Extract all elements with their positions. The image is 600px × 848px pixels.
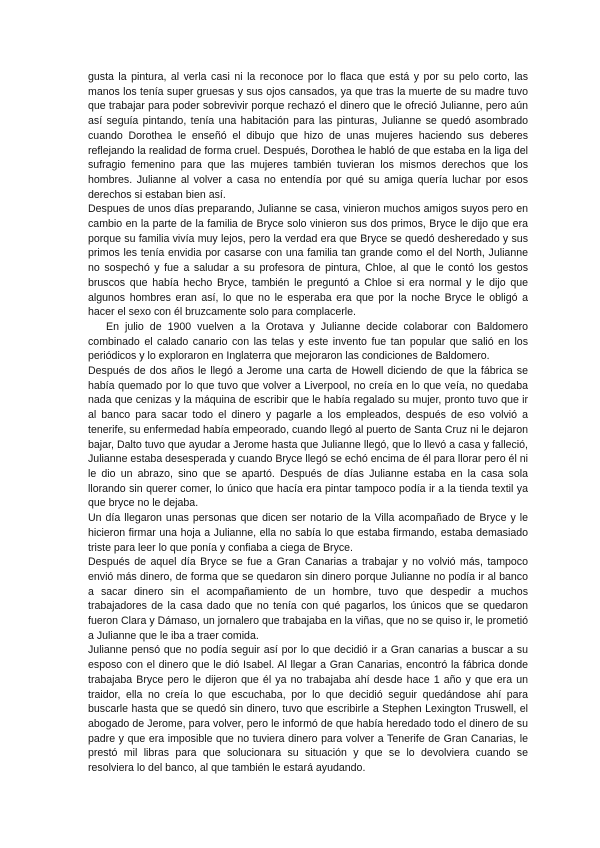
paragraph-5: Un día llegaron unas personas que dicen ser notario de la Villa acompañado de Bryce y le hicieron firmar una hoja a Julianne, ella no sabía lo que estaba firmando, estaba demasiado triste para leer lo que ponía y confiaba a ciega de Bryce. [88,512,528,554]
paragraph-7: Julianne pensó que no podía seguir así por lo que decidió ir a Gran canarias a buscar a su esposo con el dinero que le dió Isabel. Al llegar a Gran Canarias, encontró la fábrica donde trabajaba Bryce pero le dijeron que él ya no trabajaba ahí desde hace 1 año y que era un traidor, ella no creía lo que escuchaba, por lo que decidió seguir quedándose ahí para buscarle hasta que se quedó sin dinero, tuvo que escribirle a Stephen Lexington Truswell, el abogado de Jerome, para volver, pero le informó de que había heredado todo el dinero de su padre y que era imposible que no tuviera dinero para volver a Tenerife de Gran Canarias, le prestó mil libras para que solucionara su situación y que se lo devolviera cuando se resolviera lo del banco, al que también le estará ayudando. [88,644,528,775]
paragraph-1: gusta la pintura, al verla casi ni la reconoce por lo flaca que está y por su pelo corto, las manos los tenía super gruesas y sus ojos cansados, ya que tras la muerte de su madre tuvo que trabajar para poder sobrevivir porque rechazó el dinero que le ofreció Julianne, pero aún así seguía pintando, tenía una habitación para las pinturas, Julianne se quedó asombrado cuando Dorothea le enseñó el dibujo que hizo de unas mujeres haciendo sus deberes reflejando la realidad de forma cruel. Después, Dorothea le habló de que estaba en la liga del sufragio femenino para que las mujeres también tuvieran los mismos derechos que los hombres. Julianne al volver a casa no entendía por qué su amiga quería luchar por esos derechos si estaban bien así. [88,71,528,201]
document-body [88,70,528,776]
paragraph-4: Después de dos años le llegó a Jerome una carta de Howell diciendo de que la fábrica se había quemado por lo que tuvo que volver a Liverpool, no creía en lo que veía, no quedaba nada que cenizas y la máquina de escribir que le había regalado su mujer, pronto tuvo que ir al banco para sacar todo el dinero y pagarle a los empleados, después de eso volvió a tenerife, su enfermedad había empeorado, cuando llegó al puerto de Santa Cruz ni le dejaron bajar, Dalto tuvo que ayudar a Jerome hasta que Julianne llegó, que lo llevó a casa y falleció, Julianne estaba desesperada y cuando Bryce llegó se echó encima de él para llorar pero él ni le dio un abrazo, sino que se apartó. Después de días Julianne estaba en la casa sola llorando sin querer comer, lo único que hacía era pintar tampoco podía ir a la tienda textil ya que bryce no le dejaba. [88,365,528,510]
paragraph-2: Despues de unos días preparando, Julianne se casa, vinieron muchos amigos suyos pero en cambio en la parte de la familia de Bryce solo vinieron sus dos primos, Bryce le dijo que era porque su familia vivía muy lejos, pero la verdad era que Bryce se quedó desheredado y sus primos les tenía envidia por casarse con una familia tan grande como el del North, Julianne no sospechó y fue a saludar a su profesora de pintura, Chloe, al que le contó los gestos bruscos que había hecho Bryce, también le preguntó a Chloe si era normal y le dijo que algunos hombres eran así, lo que no le esperaba era que por la noche Bryce le obligó a hacer el sexo con él bruzcamente solo para complacerle. [88,203,528,319]
paragraph-6: Después de aquel día Bryce se fue a Gran Canarias a trabajar y no volvió más, tampoco envió más dinero, de forma que se quedaron sin dinero porque Julianne no podía ir al banco a sacar dinero sin el acompañamiento de un hombre, tuvo que despedir a muchos trabajadores de la casa dado que no tenía con qué pagarlos, los únicos que se quedaron fueron Clara y Dámaso, un jornalero que trabajaba en la viñas, que no se quiso ir, le prometió a Julianne que le iba a traer comida. [88,556,528,642]
paragraph-3: En julio de 1900 vuelven a la Orotava y Julianne decide colaborar con Baldomero combinado el calado canario con las telas y este invento fue tan popular que salió en los periódicos y lo exploraron en Inglaterra que mejoraron las condiciones de Baldomero. [88,320,528,363]
